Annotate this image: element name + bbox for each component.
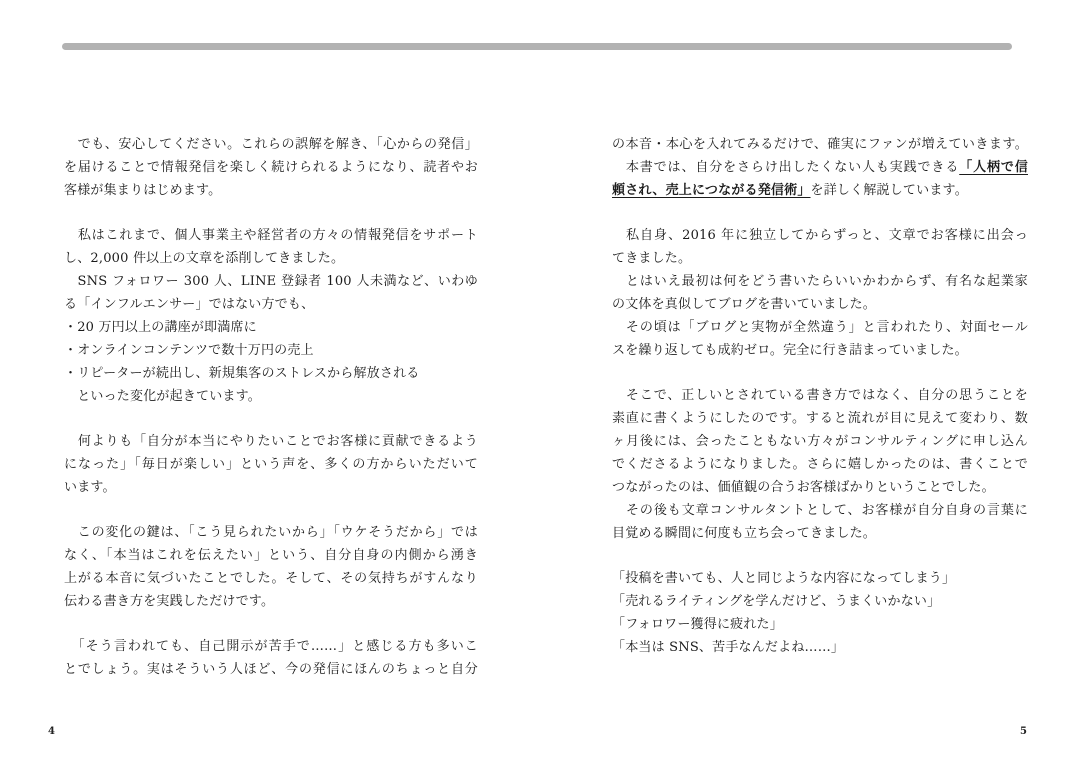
text-line	[64, 339, 478, 362]
text-line	[612, 156, 1028, 179]
text-segment: 「そう言われても、自己開示が苦手で……」と感じる方も多いこ	[64, 639, 478, 654]
text-line	[64, 133, 478, 156]
text-line	[612, 316, 1028, 339]
text-segment: 「投稿を書いても、人と同じような内容になってしまう」	[612, 571, 956, 586]
text-segment: ヶ月後には、会ったこともない方々がコンサルティングに申し込ん	[612, 434, 1028, 449]
text-line	[64, 544, 478, 567]
text-line	[612, 567, 1028, 590]
text-line	[612, 247, 1028, 270]
text-line	[612, 339, 1028, 362]
text-segment: 客様が集まりはじめます。	[64, 183, 222, 198]
text-line	[64, 293, 478, 316]
text-segment: 何よりも「自分が本当にやりたいことでお客様に貢献できるよう	[64, 434, 478, 449]
text-segment: ・オンラインコンテンツで数十万円の売上	[64, 343, 314, 358]
text-line	[64, 658, 478, 681]
text-segment: つながったのは、価値観の合うお客様ばかりということでした。	[612, 480, 995, 495]
text-segment: し、2,000 件以上の文章を添削してきました。	[64, 251, 345, 266]
text-line	[612, 636, 1028, 659]
paragraph	[612, 133, 1028, 202]
text-line	[64, 567, 478, 590]
text-line	[64, 453, 478, 476]
right-page	[612, 133, 1028, 659]
paragraph	[64, 430, 478, 499]
text-segment: その後も文章コンサルタントとして、お客様が自分自身の言葉に	[612, 503, 1028, 518]
text-line	[64, 224, 478, 247]
text-segment: その頃は「ブログと実物が全然違う」と言われたり、対面セール	[612, 320, 1028, 335]
text-segment: る「インフルエンサー」ではない方でも、	[64, 297, 315, 312]
text-segment: 「売れるライティングを学んだけど、うまくいかない」	[612, 594, 941, 609]
text-segment: 私はこれまで、個人事業主や経営者の方々の情報発信をサポート	[64, 228, 478, 243]
text-line	[612, 407, 1028, 430]
paragraph	[612, 224, 1028, 362]
text-segment: ・20 万円以上の講座が即満席に	[64, 320, 257, 335]
text-segment: 本書では、自分をさらけ出したくない人も実践できる	[612, 160, 960, 175]
text-line	[64, 270, 478, 293]
text-segment: なく、「本当はこれを伝えたい」という、自分自身の内側から湧き	[64, 548, 478, 563]
paragraph	[64, 224, 478, 408]
text-line	[612, 179, 1028, 202]
text-line	[64, 362, 478, 385]
text-line	[612, 133, 1028, 156]
text-line	[612, 476, 1028, 499]
text-segment: 目覚める瞬間に何度も立ち会ってきました。	[612, 526, 877, 541]
text-line	[64, 156, 478, 179]
paragraph	[64, 635, 478, 681]
text-segment: この変化の鍵は、「こう見られたいから」「ウケそうだから」では	[64, 525, 478, 540]
text-line	[612, 590, 1028, 613]
text-line	[612, 453, 1028, 476]
text-segment: とはいえ最初は何をどう書いたらいいかわからず、有名な起業家	[612, 274, 1028, 289]
text-line	[64, 521, 478, 544]
text-segment: とでしょう。実はそういう人ほど、今の発信にほんのちょっと自分	[64, 662, 478, 677]
text-segment: でくださるようになりました。さらに嬉しかったのは、書くことで	[612, 457, 1028, 472]
text-line	[612, 430, 1028, 453]
paragraph	[64, 521, 478, 613]
text-line	[64, 179, 478, 202]
top-rule	[62, 43, 1012, 50]
text-segment: を届けることで情報発信を楽しく続けられるようになり、読者やお	[64, 160, 478, 175]
text-segment: 「本当は SNS、苦手なんだよね……」	[612, 640, 845, 655]
text-segment: 「フォロワー獲得に疲れた」	[612, 617, 783, 632]
text-line	[64, 247, 478, 270]
text-segment: でも、安心してください。これらの誤解を解き、「心からの発信」	[64, 137, 478, 152]
text-line	[64, 590, 478, 613]
text-line	[612, 270, 1028, 293]
paragraph	[64, 133, 478, 202]
text-segment: 伝わる書き方を実践しただけです。	[64, 594, 275, 609]
text-line	[64, 385, 478, 408]
text-segment: います。	[64, 480, 116, 495]
text-segment: 上がる本音に気づいたことでした。そして、その気持ちがすんなり	[64, 571, 478, 586]
text-segment: を詳しく解説しています。	[810, 183, 968, 198]
text-segment: になった」「毎日が楽しい」という声を、多くの方からいただいて	[64, 457, 478, 472]
text-line	[64, 316, 478, 339]
text-line	[64, 635, 478, 658]
text-line	[612, 522, 1028, 545]
text-segment: といった変化が起きています。	[64, 389, 261, 404]
page-number-left: 4	[48, 726, 55, 737]
text-segment: ・リピーターが続出し、新規集客のストレスから解放される	[64, 366, 420, 381]
paragraph	[612, 567, 1028, 659]
paragraph	[612, 384, 1028, 545]
left-page	[64, 133, 478, 681]
text-segment: てきました。	[612, 251, 692, 266]
text-line	[612, 224, 1028, 247]
text-line	[64, 430, 478, 453]
text-segment: スを繰り返しても成約ゼロ。完全に行き詰まっていました。	[612, 343, 968, 358]
page-number-right: 5	[1020, 726, 1027, 737]
text-segment: 素直に書くようにしたのです。すると流れが目に見えて変わり、数	[612, 411, 1028, 426]
emphasized-text: 「人柄で信	[959, 160, 1028, 175]
text-line	[64, 476, 478, 499]
text-segment: SNS フォロワー 300 人、LINE 登録者 100 人未満など、いわゆ	[64, 274, 478, 289]
text-line	[612, 293, 1028, 316]
text-segment: 私自身、2016 年に独立してからずっと、文章でお客様に出会っ	[612, 228, 1028, 243]
text-segment: の本音・本心を入れてみるだけで、確実にファンが増えていきます。	[612, 137, 1028, 152]
text-line	[612, 499, 1028, 522]
text-segment: の文体を真似してブログを書いていました。	[612, 297, 877, 312]
text-line	[612, 613, 1028, 636]
emphasized-text: 頼され、売上につながる発信術」	[612, 183, 811, 198]
text-line	[612, 384, 1028, 407]
text-segment: そこで、正しいとされている書き方ではなく、自分の思うことを	[612, 388, 1028, 403]
